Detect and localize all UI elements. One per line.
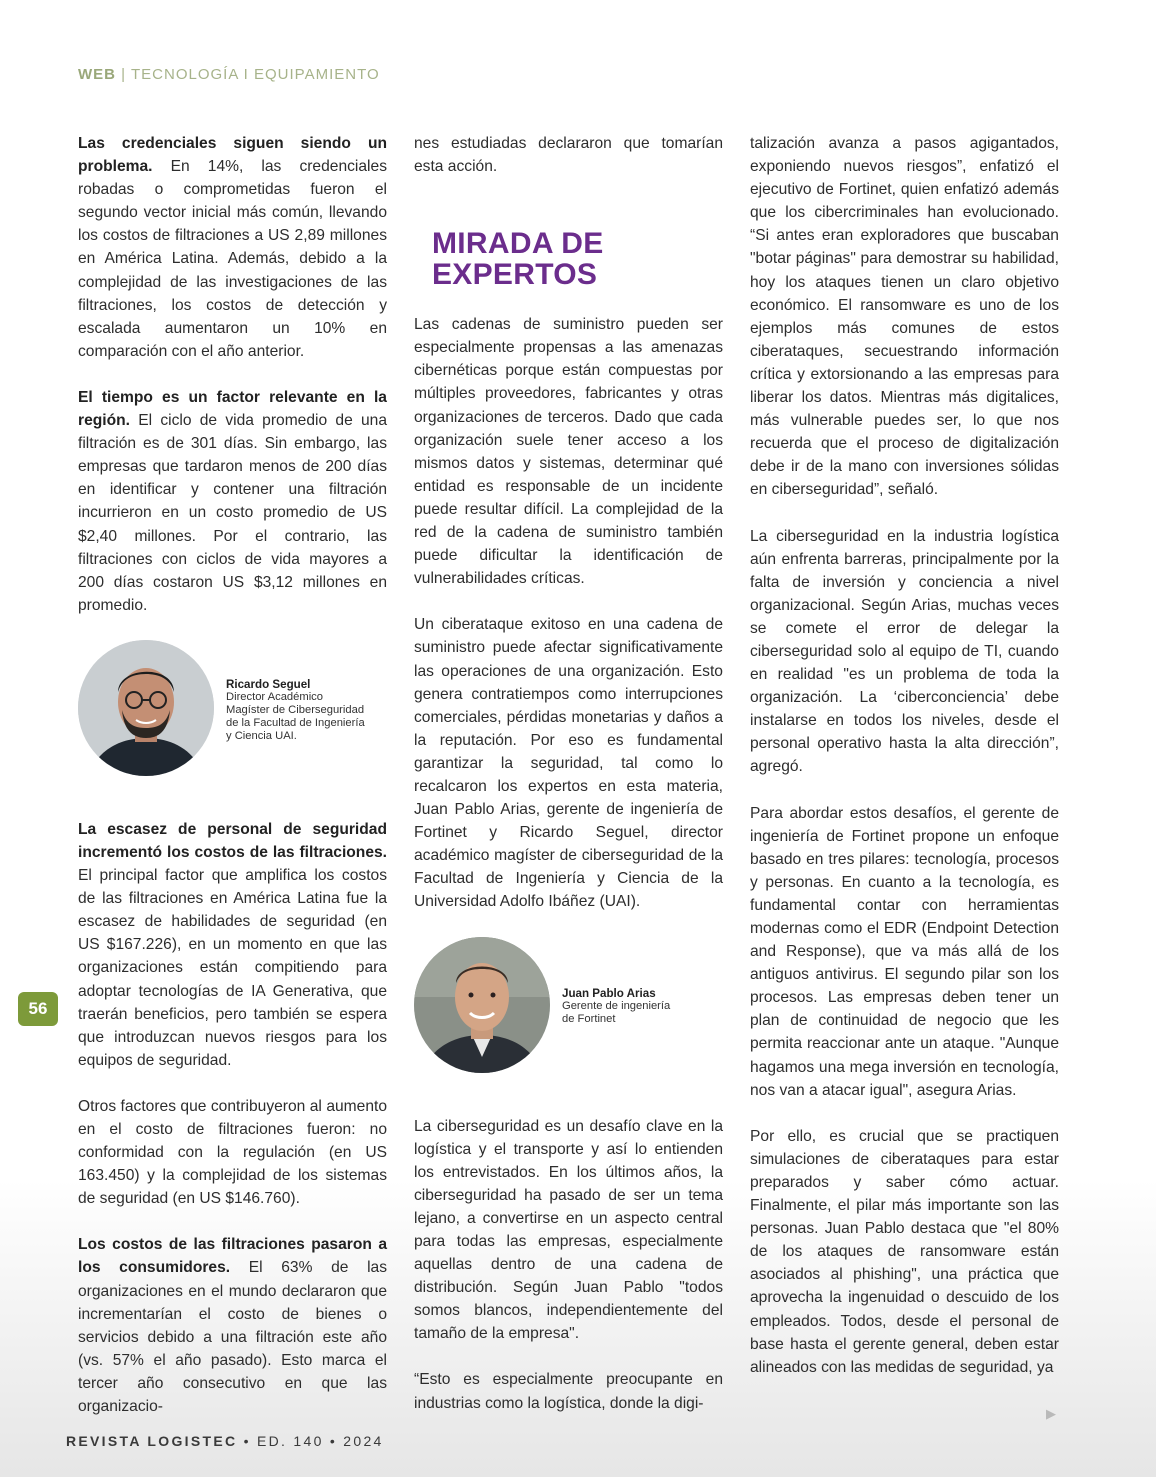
paragraph-body: Un ciberataque exitoso en una cadena de suministro puede afectar significativamente las operaciones de una organización. Esto genera contratiempos como interrupciones comerciales, pérdidas monetarias y daños a la reputación. Por eso es fundamental garantizar la seguridad, tal como lo recalcaron los expertos en esta materia, Juan Pablo Arias, gerente de ingeniería de Fortinet y Ricardo Seguel, director académico magíster de ciberseguridad de la Facultad de Ingeniería y Ciencia de la Universidad Adolfo Ibáñez (UAI). (414, 616, 723, 911)
profile-title-line: de Fortinet (562, 1012, 616, 1025)
paragraph-body: Las cadenas de suministro pueden ser especialmente propensas a las amenazas cibernéticas porque están compuestas por múltiples proveedores, fabricantes y otras organizaciones de terceros. Dado que cada organización suele tener acceso a los mismos datos y sistemas, determinar qué entidad es responsable de un incidente puede resultar difícil. La complejidad de la red de la cadena de suministro también puede dificultar la identificación de vulnerabilidades críticas. (414, 316, 723, 588)
expert-profile-ricardo (78, 640, 387, 778)
edition-label: ED. 140 (256, 1433, 324, 1449)
paragraph-body: El ciclo de vida promedio de una filtración es de 301 días. Sin embargo, las empresas que tardaron menos de 200 días en identificar y contener una filtración incurrieron en un costo promedio de US $2,40 millones. Por el contrario, las filtraciones con ciclos de vida mayores a 200 días costaron US $3,12 millones en promedio. (78, 412, 387, 614)
paragraph (78, 386, 387, 617)
paragraph-lead: Los costos de las filtraciones pasaron a los consumidores. (78, 1236, 387, 1277)
paragraph (78, 1095, 387, 1210)
play-triangle-icon[interactable]: ▶ (1046, 1406, 1056, 1421)
profile-title-line: y Ciencia UAI. (226, 729, 297, 742)
paragraph (750, 132, 1059, 502)
paragraph (750, 802, 1059, 1102)
article-column-2 (414, 132, 723, 1438)
paragraph-lead: El tiempo es un factor relevante en la región. (78, 388, 387, 430)
profile-caption (562, 987, 670, 1026)
paragraph-body: talización avanza a pasos agigantados, exponiendo nuevos riesgos”, enfatizó el ejecutivo de Fortinet, quien enfatizó además que los cibercriminales han evolucionado. “Si antes eran exploradores que buscaban "botar páginas" para demostrar su habilidad, hoy los ataques tienen un claro objetivo económico. El ransomware es uno de los ejemplos más comunes de estos ciberataques, secuestrando información crítica y extorsionando a las empresas para liberar los datos. Mientras más digitalices, más vulnerable puedes ser, lo que nos recuerda que el proceso de digitalización debe ir de la mano con inversiones sólidas en ciberseguridad”, señaló. (750, 135, 1059, 499)
paragraph-body: En 14%, las credenciales robadas o comprometidas fueron el segundo vector inicial más común, llevando los costos de filtraciones a US 2,89 millones en América Latina. Además, debido a la complejidad de las investigaciones de las filtraciones, los costos de detección y escalada aumentaron un 10% en comparación con el año anterior. (78, 158, 387, 360)
profile-name: Ricardo Seguel (226, 677, 311, 691)
paragraph (750, 1125, 1059, 1379)
portrait-photo (414, 937, 550, 1073)
paragraph (414, 1115, 723, 1346)
paragraph (78, 132, 387, 363)
paragraph-body: nes estudiadas declararon que tomarían esta acción. (414, 135, 723, 176)
profile-name: Juan Pablo Arias (562, 986, 656, 1000)
profile-title-line: Director Académico (226, 690, 323, 703)
paragraph-body: El principal factor que amplifica los costos de las filtraciones en América Latina fue la escasez de habilidades de seguridad (en US $167.226), en un momento en que las organizaciones están compitiendo para adoptar tecnologías de IA Generativa, que traerán beneficios, pero también se espera que introduzcan nuevos riesgos para los equipos de seguridad. (78, 867, 387, 1069)
paragraph-lead: La escasez de personal de seguridad incrementó los costos de las filtraciones. (78, 820, 387, 861)
paragraph-body: La ciberseguridad es un desafío clave en la logística y el transporte y así lo entienden los entrevistados. En los últimos años, la ciberseguridad ha pasado de ser un tema lejano, a convertirse en un aspecto central para todas las empresas, especialmente aquellas dentro de una cadena de distribución. Según Juan Pablo "todos somos blancos, independientemente del tamaño de la empresa". (414, 1117, 723, 1343)
paragraph-lead: Las credenciales siguen siendo un problema. (78, 135, 387, 176)
paragraph-body: “Esto es especialmente preocupante en industrias como la logística, donde la digi- (414, 1371, 723, 1412)
article-column-1 (78, 132, 387, 1441)
category-label: TECNOLOGÍA I EQUIPAMIENTO (130, 66, 380, 83)
paragraph-body: Otros factores que contribuyeron al aumento en el costo de filtraciones fueron: no conformidad con la regulación (en US 163.450) y la complejidad de los sistemas de seguridad (en US $146.760). (78, 1097, 387, 1208)
year-label: 2024 (343, 1433, 384, 1449)
paragraph-body: Para abordar estos desafíos, el gerente de ingeniería de Fortinet propone un enfoque basado en tres pilares: tecnología, procesos y personas. En cuanto a la tecnología, es fundamental contar con herramientas modernas como el EDR (Endpoint Detection and Response), que va más allá de los antiguos antivirus. El segundo pilar son los procesos. Las empresas deben tener un plan de continuidad de negocio que les permita reaccionar ante un ataque. "Aunque hagamos una mega inversión en tecnología, nos van a atacar igual", asegura Arias. (750, 804, 1059, 1099)
paragraph-body: Por ello, es crucial que se practiquen simulaciones de ciberataques para estar preparados y saber cómo actuar. Finalmente, el pilar más importante son las personas. Juan Pablo destaca que "el 80% de los ataques de ransomware están asociados al phishing", una práctica que aprovecha la ingenuidad o descuido de los empleados. Todos, desde el personal de base hasta el gerente general, deben estar alineados con las medidas de seguridad, ya (750, 1127, 1059, 1376)
header-separator: | (121, 66, 127, 83)
magazine-footer (66, 1433, 384, 1449)
paragraph-body: El 63% de las organizaciones en el mundo declararon que incrementarían el costo de bienes o servicios debido a una filtración este año (vs. 57% el año pasado). Esto marca el tercer año consecutivo en que las organizacio- (78, 1259, 388, 1416)
section-heading (432, 228, 723, 290)
profile-caption (226, 678, 365, 743)
paragraph (414, 313, 723, 590)
paragraph (414, 1368, 723, 1414)
profile-title-line: Magíster de Ciberseguridad (226, 703, 365, 716)
portrait-photo (78, 640, 214, 776)
section-header (78, 66, 380, 83)
paragraph (78, 818, 387, 1072)
article-column-3 (750, 132, 1059, 1402)
expert-profile-juan-pablo (414, 937, 723, 1075)
page-number-badge: 56 (18, 992, 58, 1026)
heading-line: EXPERTOS (432, 258, 598, 292)
paragraph (78, 1233, 387, 1418)
footer-bullet: • (243, 1433, 251, 1449)
paragraph-body: La ciberseguridad en la industria logística aún enfrenta barreras, principalmente por la falta de inversión y conciencia a nivel organizacional. Según Arias, muchas veces se comete el error de delegar la ciberseguridad solo al equipo de TI, cuando en realidad "es un problema de toda la organización. La ‘ciberconciencia’ debe instalarse en todos los niveles, desde el personal operativo hasta la alta dirección”, agregó. (750, 527, 1059, 776)
paragraph (414, 132, 723, 178)
profile-title-line: Gerente de ingeniería (562, 999, 671, 1012)
paragraph (750, 525, 1059, 779)
paragraph (414, 613, 723, 913)
footer-bullet: • (329, 1433, 338, 1449)
section-label: WEB (78, 66, 116, 83)
magazine-name: REVISTA LOGISTEC (66, 1433, 238, 1449)
profile-title-line: de la Facultad de Ingeniería (226, 716, 365, 729)
heading-line: MIRADA DE (432, 227, 604, 261)
